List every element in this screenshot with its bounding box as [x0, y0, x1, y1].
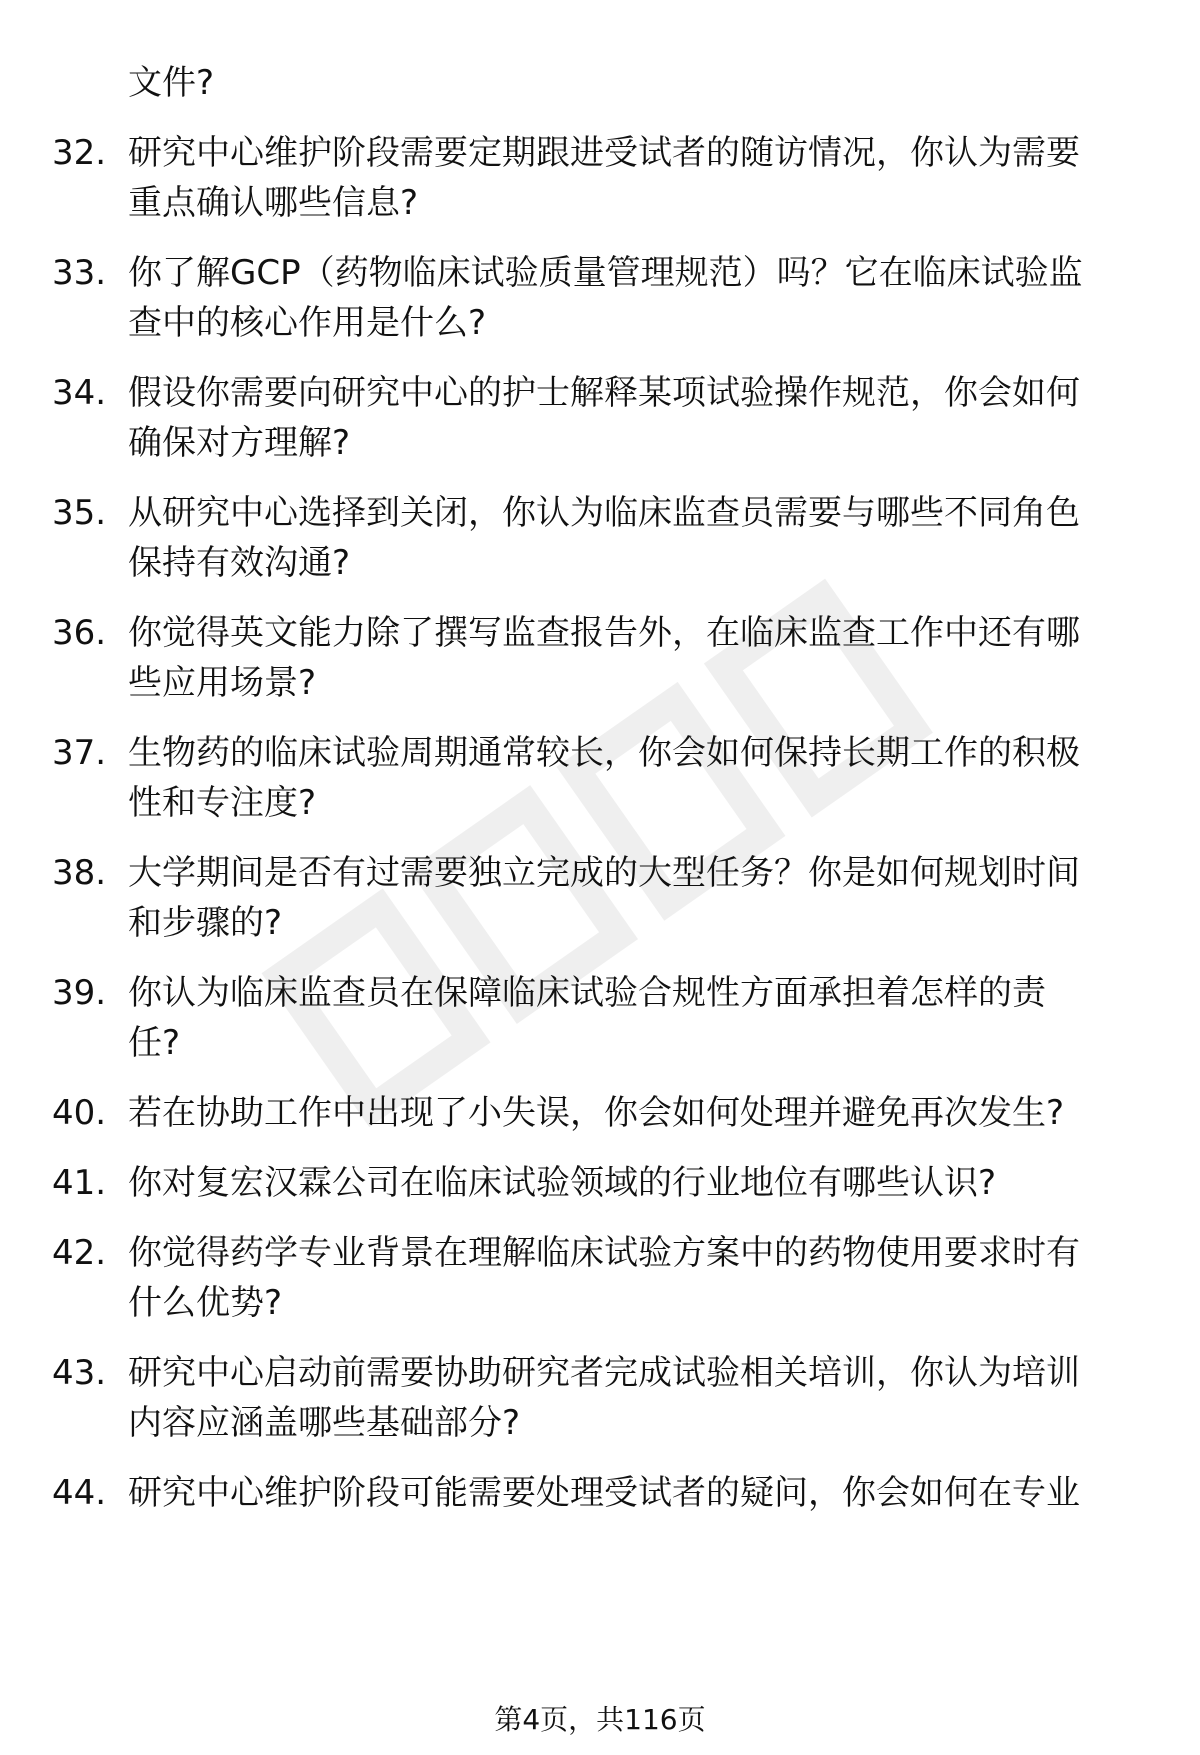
question-text-line: 确保对方理解? [128, 423, 351, 463]
question-number: 32. [52, 133, 107, 173]
question-number: 34. [52, 373, 107, 413]
question-text-line: 保持有效沟通? [128, 543, 351, 583]
question-text-line: 从研究中心选择到关闭，你认为临床监查员需要与哪些不同角色 [128, 493, 1080, 533]
question-text-line: 大学期间是否有过需要独立完成的大型任务？你是如何规划时间 [128, 853, 1080, 893]
question-number: 38. [52, 853, 107, 893]
question-text-line: 你觉得英文能力除了撰写监查报告外，在临床监查工作中还有哪 [128, 613, 1080, 653]
question-text-line: 研究中心维护阶段需要定期跟进受试者的随访情况，你认为需要 [128, 133, 1080, 173]
question-number: 36. [52, 613, 107, 653]
question-text-line: 和步骤的? [128, 903, 283, 943]
question-text-line: 若在协助工作中出现了小失误，你会如何处理并避免再次发生? [128, 1093, 1065, 1133]
question-text-line: 内容应涵盖哪些基础部分? [128, 1403, 521, 1443]
question-text-line: 研究中心维护阶段可能需要处理受试者的疑问，你会如何在专业 [128, 1473, 1080, 1513]
question-number: 40. [52, 1093, 107, 1133]
question-number: 41. [52, 1163, 107, 1203]
question-text-line: 些应用场景? [128, 663, 317, 703]
page-footer: 第4页，共116页 [494, 1703, 706, 1736]
question-text-line: 你了解GCP（药物临床试验质量管理规范）吗？它在临床试验监 [128, 253, 1083, 293]
question-text-line: 研究中心启动前需要协助研究者完成试验相关培训，你认为培训 [128, 1353, 1080, 1393]
question-text-line: 重点确认哪些信息? [128, 183, 419, 223]
question-text-line: 你认为临床监查员在保障临床试验合规性方面承担着怎样的责 [128, 973, 1046, 1013]
question-number: 33. [52, 253, 107, 293]
question-text-line: 你觉得药学专业背景在理解临床试验方案中的药物使用要求时有 [128, 1233, 1080, 1273]
question-number: 37. [52, 733, 107, 773]
question-text-line: 你对复宏汉霖公司在临床试验领域的行业地位有哪些认识? [128, 1163, 997, 1203]
question-text-line: 查中的核心作用是什么? [128, 303, 487, 343]
question-text-line: 性和专注度? [128, 783, 317, 823]
question-number: 35. [52, 493, 107, 533]
question-number: 42. [52, 1233, 107, 1273]
question-text-line: 什么优势? [128, 1283, 283, 1323]
question-number: 43. [52, 1353, 107, 1393]
question-text-line: 假设你需要向研究中心的护士解释某项试验操作规范，你会如何 [128, 373, 1080, 413]
continuation-text: 文件? [128, 63, 215, 103]
question-text-line: 任? [128, 1023, 181, 1063]
question-text-line: 生物药的临床试验周期通常较长，你会如何保持长期工作的积极 [128, 733, 1080, 773]
question-number: 44. [52, 1473, 107, 1513]
question-number: 39. [52, 973, 107, 1013]
